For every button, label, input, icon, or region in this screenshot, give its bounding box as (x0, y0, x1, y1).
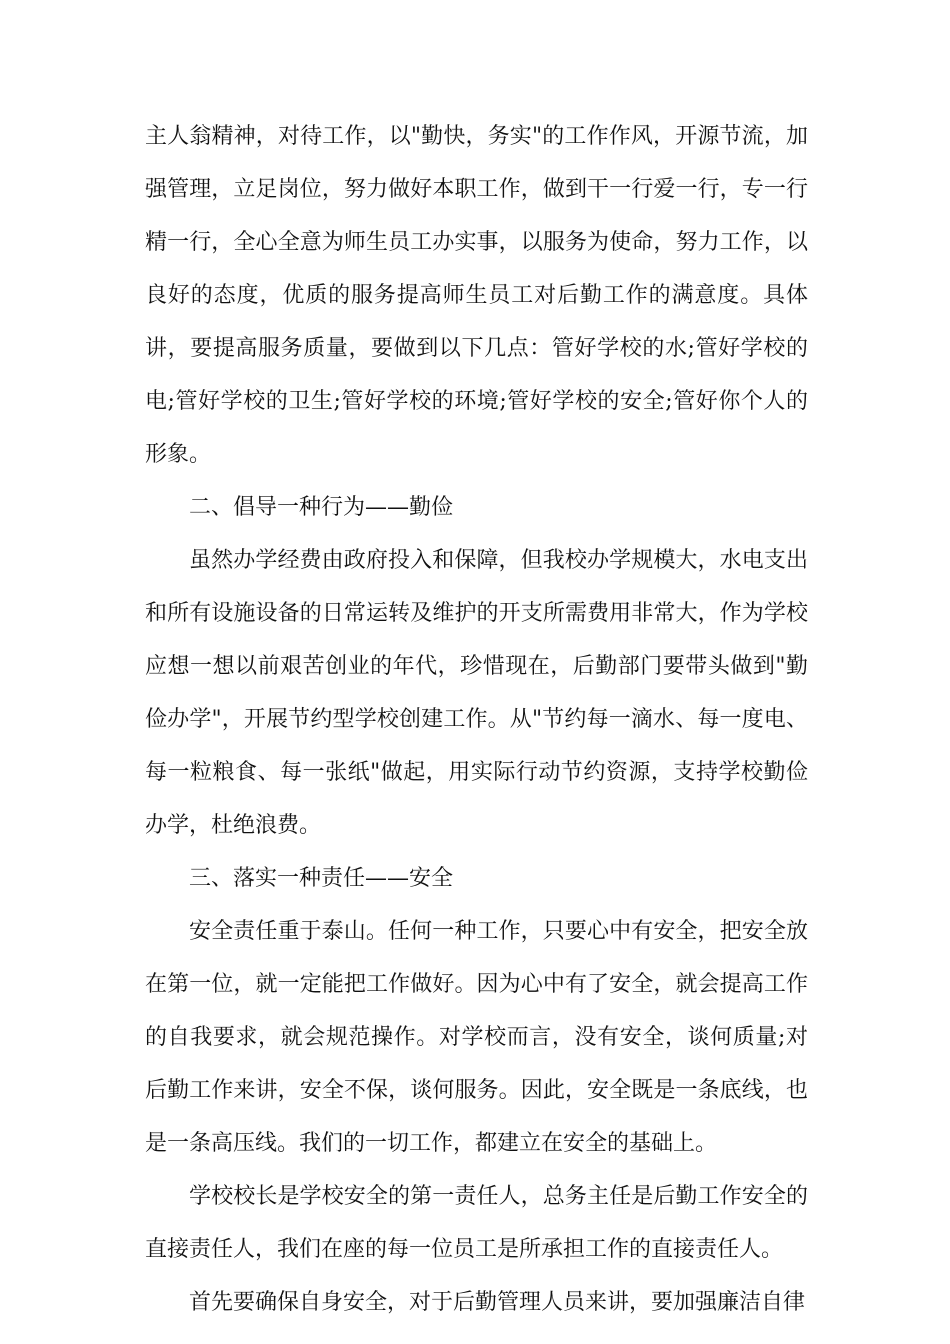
paragraph-self-safety: 首先要确保自身安全，对于后勤管理人员来讲，要加强廉洁自律 (189, 1290, 806, 1315)
paragraph-responsibility: 学校校长是学校安全的第一责任人，总务主任是后勤工作安全的直接责任人，我们在座的每一位员工是所承担工作的直接责任人。 (145, 1184, 808, 1262)
section-heading-two: 二、倡导一种行为——勤俭 (189, 495, 454, 520)
section-heading-three: 三、落实一种责任——安全 (189, 866, 454, 891)
document-body (145, 110, 808, 1329)
paragraph-safety: 安全责任重于泰山。任何一种工作，只要心中有安全，把安全放在第一位，就一定能把工作做好。因为心中有了安全，就会提高工作的自我要求，就会规范操作。对学校而言，没有安全，谈何质量;对后勤工作来讲，安全不保，谈何服务。因此，安全既是一条底线，也是一条高压线。我们的一切工作，都建立在安全的基础上。 (145, 919, 808, 1156)
paragraph-frugality: 虽然办学经费由政府投入和保障，但我校办学规模大，水电支出和所有设施设备的日常运转及维护的开支所需费用非常大，作为学校应想一想以前艰苦创业的年代，珍惜现在，后勤部门要带头做到"勤俭办学"，开展节约型学校创建工作。从"节约每一滴水、每一度电、每一粒粮食、每一张纸"做起，用实际行动节约资源，支持学校勤俭办学，杜绝浪费。 (145, 548, 808, 838)
paragraph-intro-continuation: 主人翁精神，对待工作，以"勤快，务实"的工作作风，开源节流，加强管理，立足岗位，努力做好本职工作，做到干一行爱一行，专一行精一行，全心全意为师生员工办实事，以服务为使命，努力工作，以良好的态度，优质的服务提高师生员工对后勤工作的满意度。具体讲，要提高服务质量，要做到以下几点：管好学校的水;管好学校的电;管好学校的卫生;管好学校的环境;管好学校的安全;管好你个人的形象。 (145, 124, 808, 467)
